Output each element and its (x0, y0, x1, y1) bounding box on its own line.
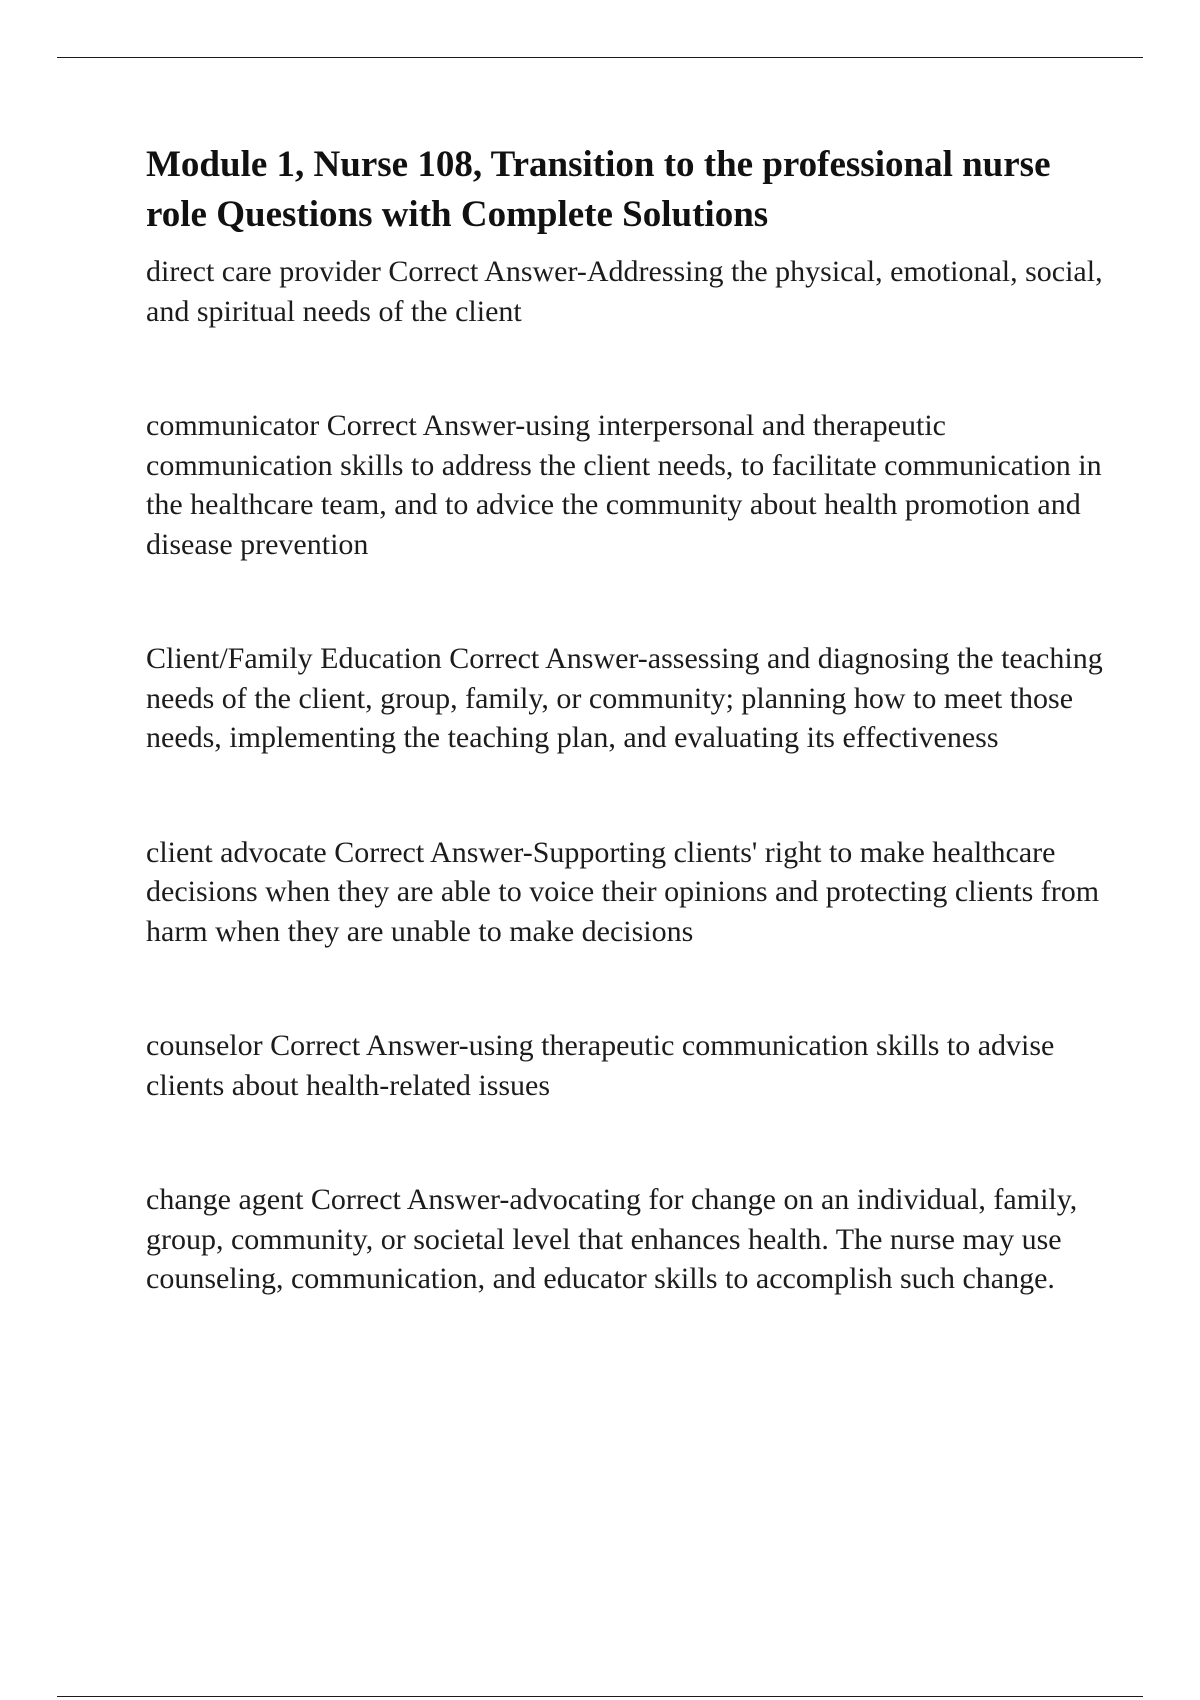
bottom-rule (57, 1696, 1143, 1697)
top-rule (57, 57, 1143, 58)
qa-item-change-agent: change agent Correct Answer-advocating for change on an individual, family, group, community, or societal level that enhances health. The nurse may use counseling, communication, and educator skills to accomplish such change. (146, 1183, 1078, 1295)
qa-list (146, 252, 1106, 1299)
qa-item-counselor: counselor Correct Answer-using therapeutic communication skills to advise clients about health-related issues (146, 1029, 1055, 1102)
qa-item-direct-care-provider: direct care provider Correct Answer-Addressing the physical, emotional, social, and spiritual needs of the client (146, 255, 1103, 328)
document-title: Module 1, Nurse 108, Transition to the professional nurse role Questions with Complete Solutions (146, 144, 1051, 235)
document-page (146, 140, 1106, 1299)
qa-item-client-family-education: Client/Family Education Correct Answer-assessing and diagnosing the teaching needs of the client, group, family, or community; planning how to meet those needs, implementing the teaching plan, and evaluating its effectiveness (146, 642, 1103, 754)
qa-item-communicator: communicator Correct Answer-using interpersonal and therapeutic communication skills to address the client needs, to facilitate communication in the healthcare team, and to advice the community about health promotion and disease prevention (146, 409, 1102, 561)
qa-item-client-advocate: client advocate Correct Answer-Supporting clients' right to make healthcare decisions when they are able to voice their opinions and protecting clients from harm when they are unable to make decisions (146, 835, 1100, 948)
